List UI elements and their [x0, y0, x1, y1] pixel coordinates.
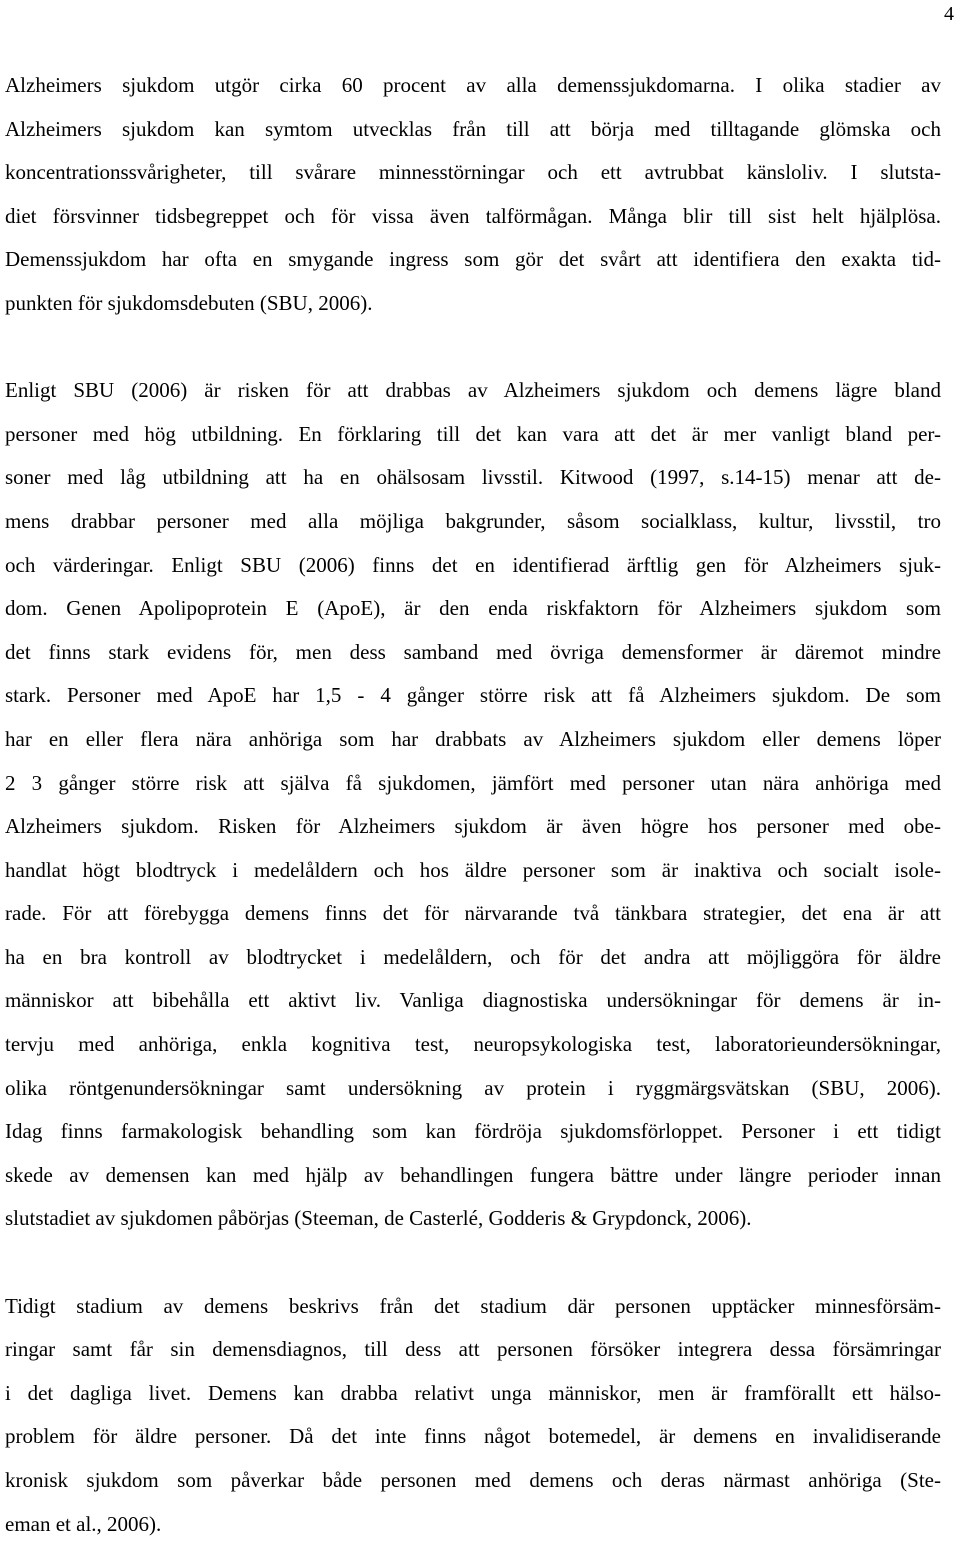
text-line: i det dagliga livet. Demens kan drabba relativt unga människor, men är framförallt ett hälso-	[5, 1380, 941, 1405]
text-line: ha en bra kontroll av blodtrycket i medelåldern, och för det andra att möjliggöra för äldre	[5, 944, 941, 969]
text-line: punkten för sjukdomsdebuten (SBU, 2006).	[5, 290, 373, 315]
text-line: mens drabbar personer med alla möjliga bakgrunder, såsom socialklass, kultur, livsstil, tro	[5, 508, 941, 533]
page-number: 4	[944, 3, 954, 25]
text-line: diet försvinner tidsbegreppet och för vissa även talförmågan. Många blir till sist helt hjälplösa.	[5, 203, 941, 228]
paragraph-risk-factors	[5, 369, 941, 1241]
document-body	[5, 64, 941, 1546]
text-line: problem för äldre personer. Då det inte finns något botemedel, är demens en invalidiserande	[5, 1424, 941, 1449]
text-line: Alzheimers sjukdom utgör cirka 60 procent av alla demenssjukdomarna. I olika stadier av	[5, 73, 941, 97]
text-line: Alzheimers sjukdom kan symtom utvecklas från till att börja med tilltagande glömska och	[5, 116, 941, 141]
text-line: 2 3 gånger större risk att själva få sjukdomen, jämfört med personer utan nära anhöriga med	[5, 770, 941, 795]
text-line: tervju med anhöriga, enkla kognitiva test, neuropsykologiska test, laboratorieundersökningar,	[5, 1032, 941, 1057]
text-line: slutstadiet av sjukdomen påbörjas (Steeman, de Casterlé, Godderis & Grypdonck, 2006).	[5, 1206, 752, 1231]
text-line: personer med hög utbildning. En förklaring till det kan vara att det är mer vanligt bland per-	[5, 421, 941, 446]
text-line: handlat högt blodtryck i medelåldern och hos äldre personer som är inaktiva och socialt isole-	[5, 857, 941, 882]
paragraph-early-stage	[5, 1285, 941, 1546]
text-line: det finns stark evidens för, men dess samband med övriga demensformer är däremot mindre	[5, 639, 941, 664]
text-line: stark. Personer med ApoE har 1,5 - 4 gånger större risk att få Alzheimers sjukdom. De som	[5, 683, 941, 708]
text-line: skede av demensen kan med hjälp av behandlingen fungera bättre under längre perioder innan	[5, 1162, 941, 1187]
text-line: Alzheimers sjukdom. Risken för Alzheimers sjukdom är även högre hos personer med obe-	[5, 814, 941, 839]
text-line: olika röntgenundersökningar samt undersökning av protein i ryggmärgsvätskan (SBU, 2006).	[5, 1075, 941, 1100]
text-line: ringar samt får sin demensdiagnos, till dess att personen försöker integrera dessa försämringar	[5, 1337, 941, 1362]
paragraph-alzheimers-stages	[5, 64, 941, 326]
text-line: rade. För att förebygga demens finns det för närvarande två tänkbara strategier, det ena är att	[5, 901, 941, 926]
text-line: eman et al., 2006).	[5, 1511, 162, 1536]
text-line: kronisk sjukdom som påverkar både personen med demens och deras närmast anhöriga (Ste-	[5, 1468, 941, 1492]
text-line: och värderingar. Enligt SBU (2006) finns det en identifierad ärftlig gen för Alzheimers sjuk-	[5, 552, 941, 577]
text-line: dom. Genen Apolipoprotein E (ApoE), är den enda riskfaktorn för Alzheimers sjukdom som	[5, 596, 941, 621]
text-line: Enligt SBU (2006) är risken för att drabbas av Alzheimers sjukdom och demens lägre bland	[5, 378, 941, 403]
text-line: Tidigt stadium av demens beskrivs från det stadium där personen upptäcker minnesförsäm-	[5, 1293, 941, 1318]
text-line: Idag finns farmakologisk behandling som kan fördröja sjukdomsförloppet. Personer i ett tidigt	[5, 1119, 941, 1144]
text-line: människor att bibehålla ett aktivt liv. Vanliga diagnostiska undersökningar för demens är in-	[5, 988, 941, 1013]
text-line: koncentrationssvårigheter, till svårare minnesstörningar och ett avtrubbat känsloliv. I slutsta-	[5, 160, 941, 185]
text-line: har en eller flera nära anhöriga som har drabbats av Alzheimers sjukdom eller demens löper	[5, 726, 941, 751]
text-line: soner med låg utbildning att ha en ohälsosam livsstil. Kitwood (1997, s.14-15) menar att de-	[5, 465, 941, 490]
text-line: Demenssjukdom har ofta en smygande ingress som gör det svårt att identifiera den exakta tid-	[5, 247, 941, 272]
